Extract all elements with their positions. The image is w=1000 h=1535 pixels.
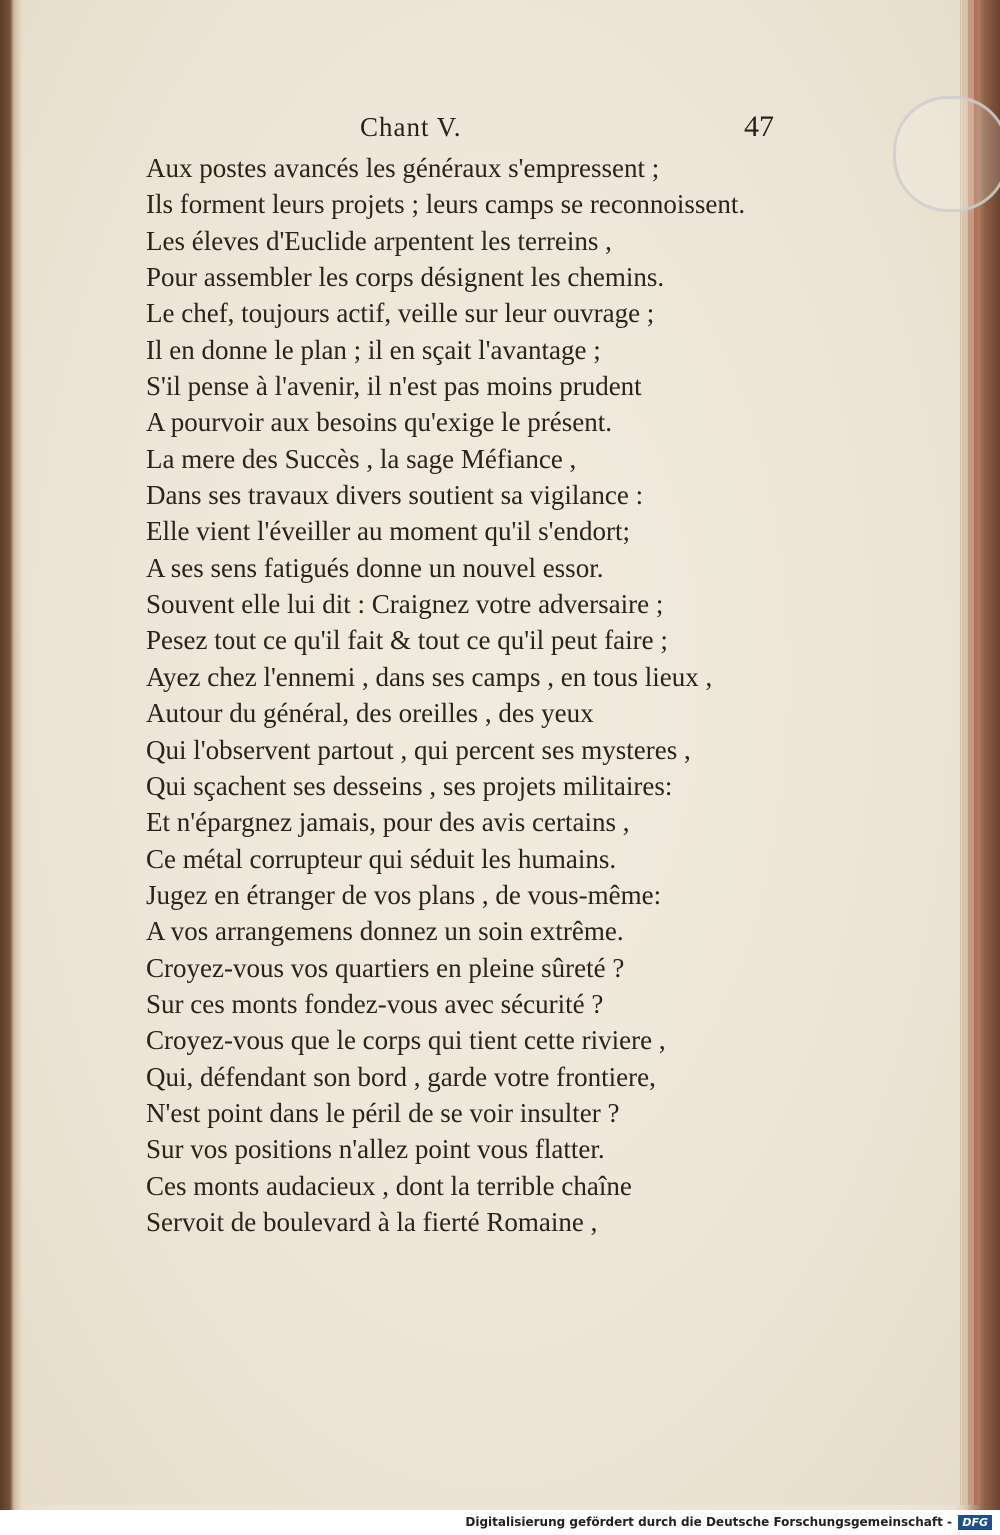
verse-line: Et n'épargnez jamais, pour des avis certains ,: [146, 807, 630, 838]
verse-line: Aux postes avancés les généraux s'empressent ;: [146, 153, 660, 183]
dfg-logo: DFG: [958, 1515, 992, 1530]
verse-line: A pourvoir aux besoins qu'exige le présent.: [146, 407, 613, 438]
verse-line: Les éleves d'Euclide arpentent les terreins ,: [146, 225, 612, 256]
verse-line: S'il pense à l'avenir, il n'est pas moins prudent: [146, 371, 642, 402]
verse-line: Qui, défendant son bord , garde votre frontiere,: [146, 1061, 656, 1092]
page-edge: [974, 0, 978, 1505]
verse-line: Il en donne le plan ; il en sçait l'avantage ;: [146, 334, 601, 365]
verse-line: Ces monts audacieux , dont la terrible chaîne: [146, 1170, 632, 1201]
verse-line: Ayez chez l'ennemi , dans ses camps , en tous lieux ,: [146, 661, 713, 692]
verse-line: Ce métal corrupteur qui séduit les humains.: [146, 843, 617, 874]
page-number: 47: [744, 110, 774, 143]
verse-line: A vos arrangemens donnez un soin extrême.: [146, 916, 624, 947]
verse-line: Le chef, toujours actif, veille sur leur ouvrage ;: [146, 298, 655, 329]
poem-text: [146, 150, 846, 1240]
verse-line: La mere des Succès , la sage Méfiance ,: [146, 443, 577, 474]
running-title: Chant V.: [360, 112, 462, 142]
verse-line: Elle vient l'éveiller au moment qu'il s'endort;: [146, 516, 630, 547]
verse-line: Pesez tout ce qu'il fait & tout ce qu'il peut faire ;: [146, 625, 668, 656]
verse-line: Dans ses travaux divers soutient sa vigilance :: [146, 480, 644, 511]
verse-line: Qui l'observent partout , qui percent ses mysteres ,: [146, 734, 691, 765]
verse-line: Souvent elle lui dit : Craignez votre adversaire ;: [146, 589, 664, 620]
digitization-footer: [0, 1510, 1000, 1535]
page-clip: [893, 96, 1000, 212]
verse-line: Servoit de boulevard à la fierté Romaine ,: [146, 1206, 598, 1237]
verse-line: Jugez en étranger de vos plans , de vous-même:: [146, 879, 662, 910]
page-edge: [968, 0, 972, 1505]
verse-line: Croyez-vous vos quartiers en pleine sûreté ?: [146, 952, 625, 983]
verse-line: Sur vos positions n'allez point vous flatter.: [146, 1134, 605, 1165]
page-edge: [962, 0, 966, 1505]
verse-line: Autour du général, des oreilles , des yeux: [146, 698, 594, 729]
verse-line: Sur ces monts fondez-vous avec sécurité ?: [146, 988, 604, 1019]
verse-line: A ses sens fatigués donne un nouvel essor.: [146, 552, 604, 583]
footer-credit: Digitalisierung gefördert durch die Deutsche Forschungsgemeinschaft -: [465, 1515, 952, 1529]
verse-line: Qui sçachent ses desseins , ses projets militaires:: [146, 770, 673, 801]
verse-line: Pour assembler les corps désignent les chemins.: [146, 262, 665, 293]
verse-line: N'est point dans le péril de se voir insulter ?: [146, 1097, 620, 1128]
verse-line: Croyez-vous que le corps qui tient cette riviere ,: [146, 1025, 666, 1056]
verse-line: Ils forment leurs projets ; leurs camps se reconnoissent.: [146, 189, 746, 220]
